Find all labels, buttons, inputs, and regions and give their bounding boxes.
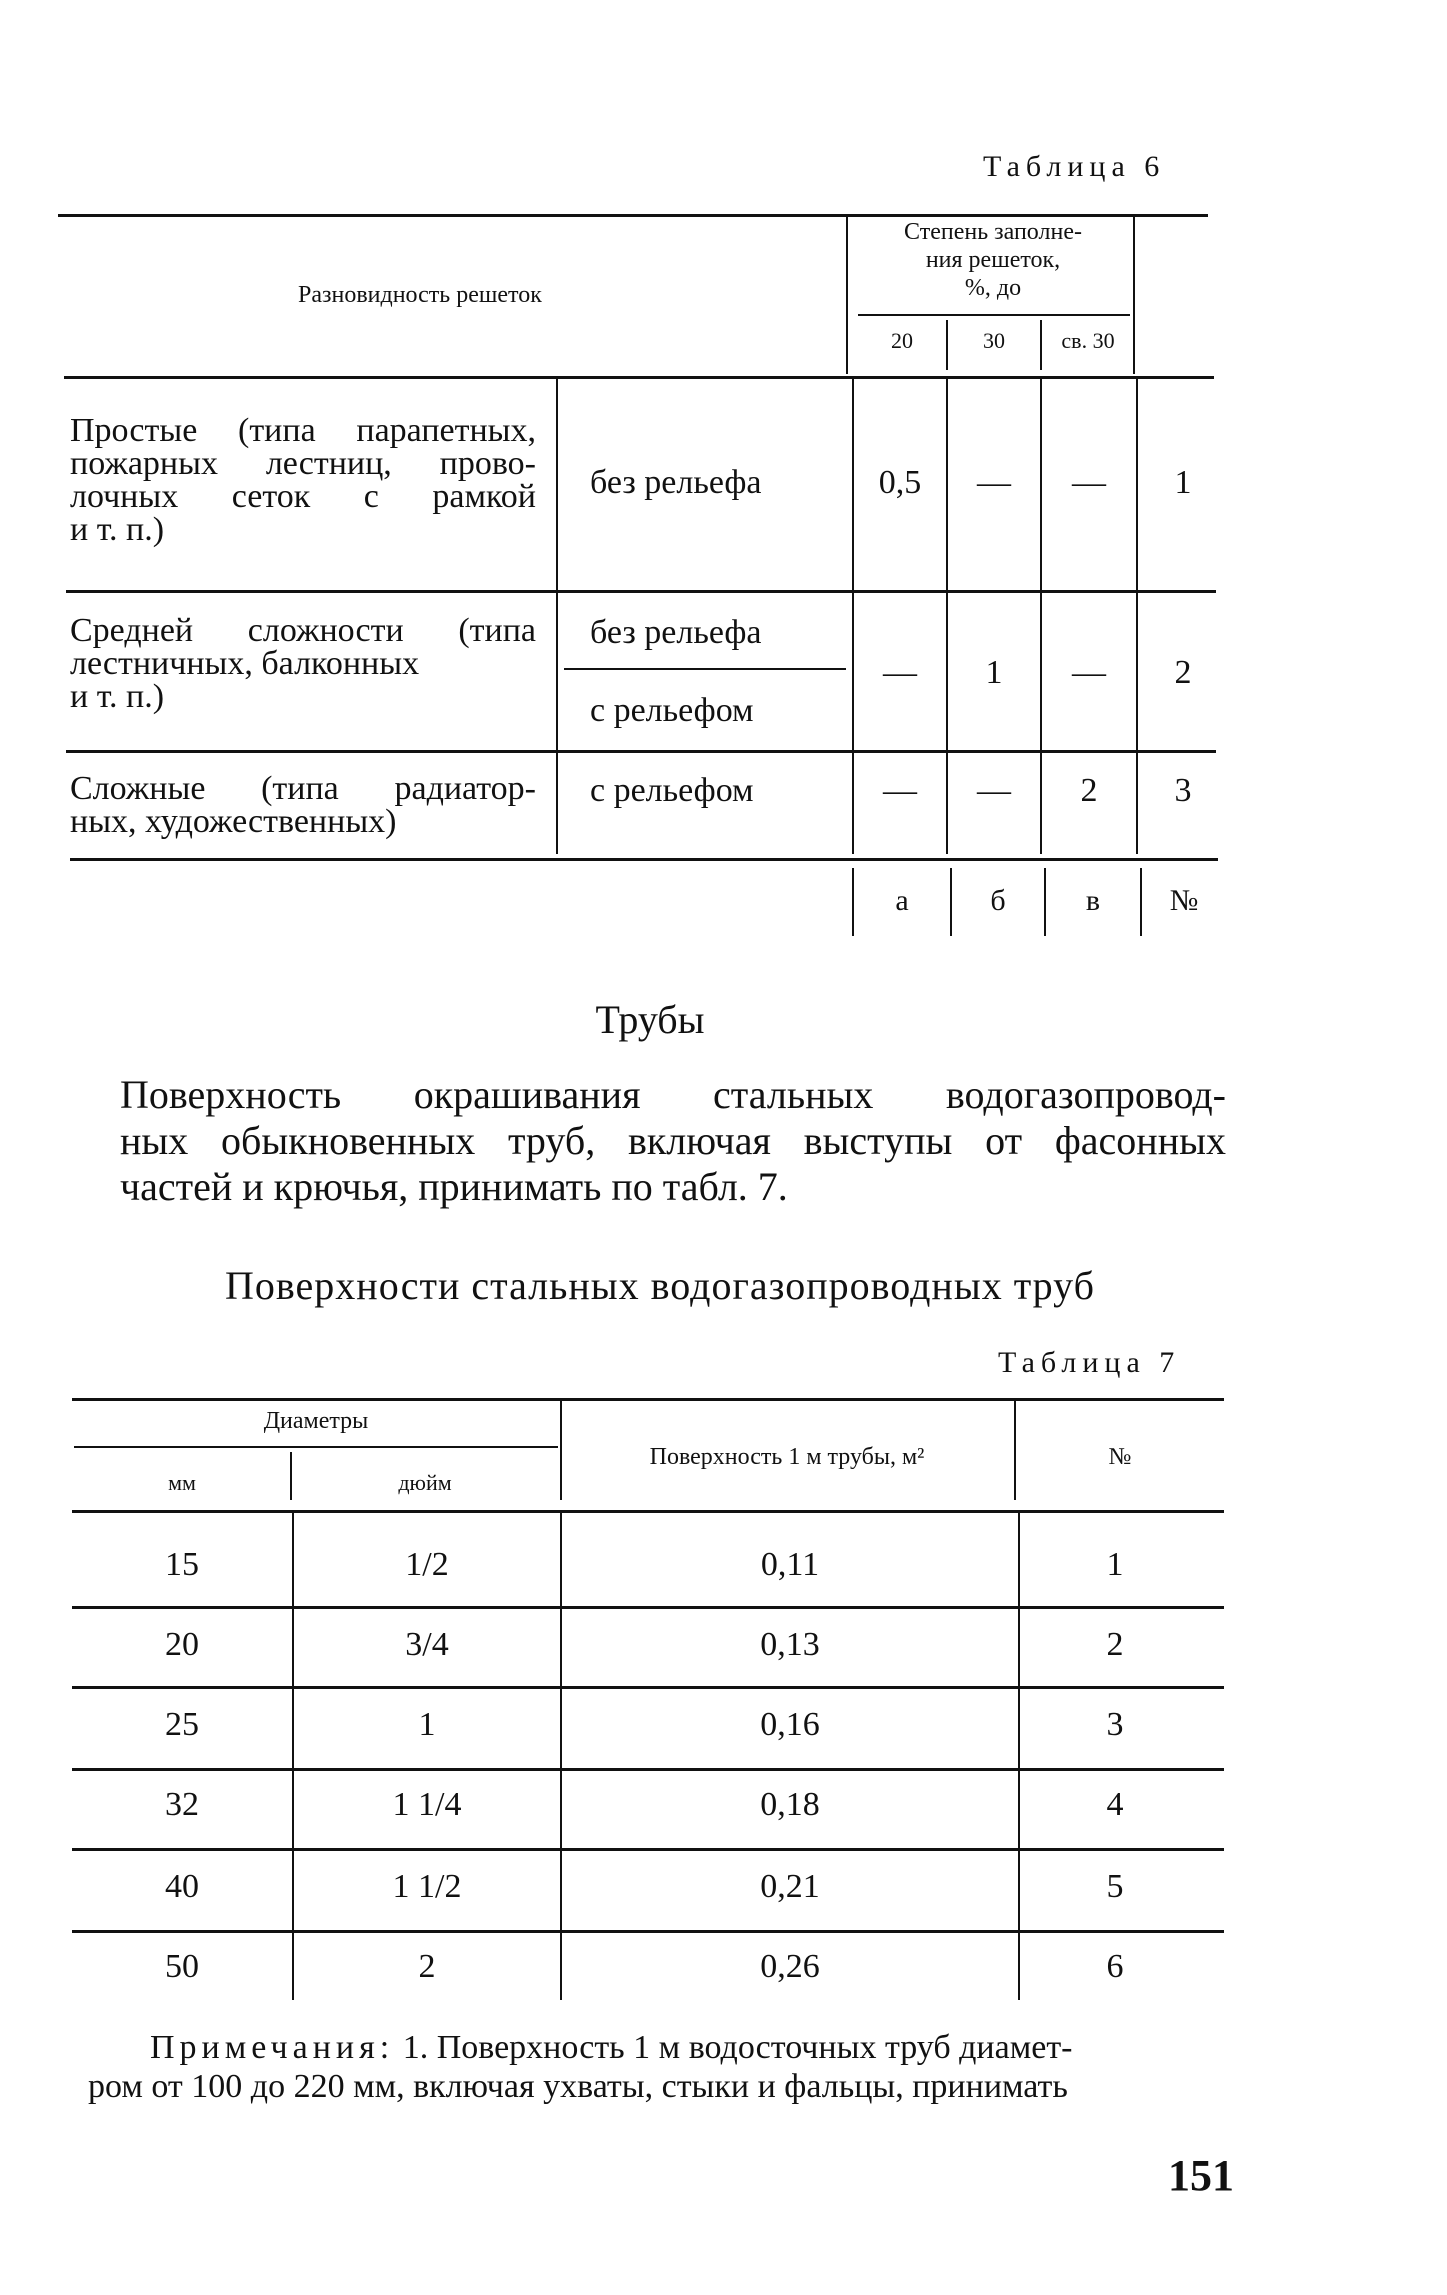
table7-row3-inch: 1 [418, 1706, 436, 1743]
notes-label: Примечания: [150, 2029, 395, 2066]
table6-row2-c: — [1072, 654, 1106, 691]
table7-row6-surface: 0,26 [760, 1948, 820, 1985]
table6-sub-30: 30 [983, 328, 1005, 353]
table6-row2-relief: без рельефа [590, 614, 762, 651]
page-number: 151 [1168, 2151, 1234, 2200]
table7-row5-mm: 40 [165, 1868, 199, 1905]
notes [150, 2028, 1230, 2068]
table6-footer-b: б [990, 884, 1006, 917]
table6-footer-no: № [1169, 884, 1199, 917]
table6-row1-a: 0,5 [878, 464, 922, 501]
table6-row1-b: — [977, 464, 1011, 501]
notes-line2: ром от 100 до 220 мм, включая ухваты, стыки и фальцы, принимать [88, 2068, 1068, 2105]
table6-row3-c: 2 [1080, 772, 1098, 809]
table7-row2-no: 2 [1106, 1626, 1124, 1663]
table7-caption: Таблица 7 [998, 1346, 1181, 1379]
table6-row2-b: 1 [985, 654, 1003, 691]
table6-row1-c: — [1072, 464, 1106, 501]
table7-row5-surface: 0,21 [760, 1868, 820, 1905]
table7-header-diameters: Диаметры [263, 1408, 369, 1434]
table6-row3-b: — [977, 772, 1011, 809]
table7-row1-no: 1 [1106, 1546, 1124, 1583]
table6-row1-no: 1 [1174, 464, 1192, 501]
table6-caption: Таблица 6 [983, 150, 1166, 183]
table6-row2-type: Средней сложности (типа лестничных, балконных и т. п.) [70, 612, 536, 715]
table7-row5-inch: 1 1/2 [392, 1868, 462, 1905]
table7-title: Поверхности стальных водогазопроводных труб [225, 1263, 1095, 1308]
table7-row6-inch: 2 [418, 1948, 436, 1985]
table7-header-mm: мм [168, 1470, 196, 1495]
table7-header-inch: дюйм [398, 1470, 452, 1495]
table6-row2-relief2: с рельефом [590, 692, 754, 729]
table6-sub-20: 20 [891, 328, 913, 353]
table7-row5-no: 5 [1106, 1868, 1124, 1905]
table6-row3-no: 3 [1174, 772, 1192, 809]
table7-header-surface: Поверхность 1 м трубы, м² [649, 1444, 925, 1470]
table6-row1-type: Простые (типа парапетных, пожарных лестниц, прово- лочных сеток с рамкой и т. п.) [70, 412, 536, 548]
table6-footer-c: в [1085, 884, 1101, 917]
table7-row6-mm: 50 [165, 1948, 199, 1985]
table7-row1-inch: 1/2 [405, 1546, 449, 1583]
table6-footer-a: а [895, 884, 909, 917]
table7-row4-mm: 32 [165, 1786, 199, 1823]
table7-row2-inch: 3/4 [405, 1626, 449, 1663]
table6-row2-no: 2 [1174, 654, 1192, 691]
table7-row6-no: 6 [1106, 1948, 1124, 1985]
table6-row3-type: Сложные (типа радиатор- ных, художественных) [70, 770, 536, 840]
table7-row4-no: 4 [1106, 1786, 1124, 1823]
table6-sub-over30: св. 30 [1061, 328, 1115, 353]
table7-row3-no: 3 [1106, 1706, 1124, 1743]
table6-row2-a: — [883, 654, 917, 691]
table6-header-fill: Степень заполне- ния решеток, %, до [904, 219, 1082, 301]
table7-header-no: № [1108, 1444, 1132, 1470]
paragraph: Поверхность окрашивания стальных водогазопровод- ных обыкновенных труб, включая выступы от фасонных частей и крючья, принимать по табл. 7. [120, 1072, 1226, 1209]
table7-row1-surface: 0,11 [760, 1546, 820, 1583]
table7-row2-mm: 20 [165, 1626, 199, 1663]
notes-line1: 1. Поверхность 1 м водосточных труб диамет- [402, 2029, 1073, 2066]
table6-row3-a: — [883, 772, 917, 809]
table6-header-type: Разновидность решеток [298, 282, 542, 308]
section-title: Трубы [595, 997, 705, 1042]
table7-row3-mm: 25 [165, 1706, 199, 1743]
table7-row4-surface: 0,18 [760, 1786, 820, 1823]
table7-row4-inch: 1 1/4 [392, 1786, 462, 1823]
table7-row1-mm: 15 [165, 1546, 199, 1583]
table7-row3-surface: 0,16 [760, 1706, 820, 1743]
table6-row1-relief: без рельефа [590, 464, 762, 501]
table6-row3-relief: с рельефом [590, 772, 754, 809]
table7-row2-surface: 0,13 [760, 1626, 820, 1663]
